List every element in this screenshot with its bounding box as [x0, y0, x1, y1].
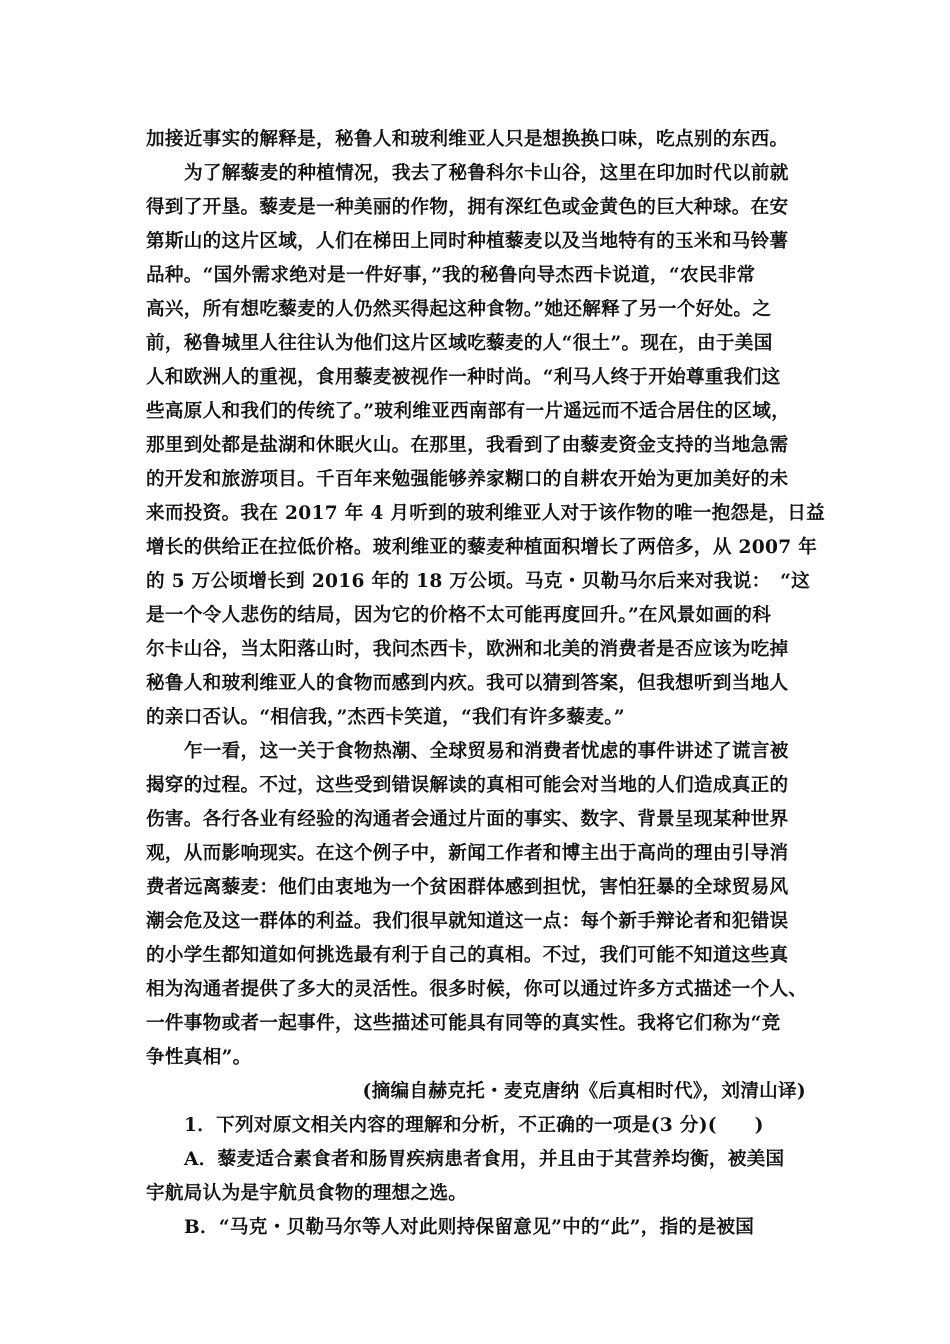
text-line: 人和欧洲人的重视，食用藜麦被视作一种时尚。“利马人终于开始尊重我们这 — [146, 367, 781, 388]
text-line: 的亲口否认。“相信我，”杰西卡笑道，“我们有许多藜麦。” — [146, 707, 625, 728]
text-line: 第斯山的这片区域，人们在梯田上同时种植藜麦以及当地特有的玉米和马铃薯 — [146, 231, 789, 252]
text-line: 的开发和旅游项目。千百年来勉强能够养家糊口的自耕农开始为更加美好的未 — [146, 469, 789, 490]
paragraph-start: 乍一看，这一关于食物热潮、全球贸易和消费者忧虑的事件讲述了谎言被 — [184, 741, 789, 762]
option-a-continued: 宇航局认为是宇航员食物的理想之选。 — [146, 1183, 468, 1204]
text-line: 观，从而影响现实。在这个例子中，新闻工作者和博主出于高尚的理由引导消 — [146, 843, 789, 864]
text-line: 品种。“国外需求绝对是一件好事，”我的秘鲁向导杰西卡说道，“农民非常 — [146, 265, 756, 286]
paragraph-start: 为了解藜麦的种植情况，我去了秘鲁科尔卡山谷，这里在印加时代以前就 — [184, 163, 789, 184]
option-a: A．藜麦适合素食者和肠胃疾病患者食用，并且由于其营养均衡，被美国 — [184, 1149, 785, 1170]
option-b: B．“马克・贝勒马尔等人对此则持保留意见”中的“此”，指的是被国 — [184, 1217, 755, 1238]
text-line: 高兴，所有想吃藜麦的人仍然买得起这种食物。”她还解释了另一个好处。之 — [146, 299, 772, 320]
question-1: 1．下列对原文相关内容的理解和分析，不正确的一项是(3 分)( ) — [184, 1115, 764, 1136]
text-line: 争性真相”。 — [146, 1047, 252, 1068]
text-line: 费者远离藜麦：他们由衷地为一个贫困群体感到担忧，害怕狂暴的全球贸易风 — [146, 877, 789, 898]
text-line: 那里到处都是盐湖和休眠火山。在那里，我看到了由藜麦资金支持的当地急需 — [146, 435, 789, 456]
text-line: 加接近事实的解释是，秘鲁人和玻利维亚人只是想换换口味，吃点别的东西。 — [146, 129, 789, 150]
text-line: 一件事物或者一起事件，这些描述可能具有同等的真实性。我将它们称为“竞 — [146, 1013, 781, 1034]
text-line: 伤害。各行各业有经验的沟通者会通过片面的事实、数字、背景呈现某种世界 — [146, 809, 789, 830]
text-line: 秘鲁人和玻利维亚人的食物而感到内疚。我可以猜到答案，但我想听到当地人 — [146, 673, 789, 694]
text-line: 的小学生都知道如何挑选最有利于自己的真相。不过，我们可能不知道这些真 — [146, 945, 789, 966]
text-line: 潮会危及这一群体的利益。我们很早就知道这一点：每个新手辩论者和犯错误 — [146, 911, 789, 932]
text-line: 揭穿的过程。不过，这些受到错误解读的真相可能会对当地的人们造成真正的 — [146, 775, 789, 796]
text-line: 尔卡山谷，当太阳落山时，我问杰西卡，欧洲和北美的消费者是否应该为吃掉 — [146, 639, 789, 660]
text-line: 前，秘鲁城里人往往认为他们这片区域吃藜麦的人“很土”。现在，由于美国 — [146, 333, 773, 354]
source-citation: (摘编自赫克托・麦克唐纳《后真相时代》，刘清山译) — [362, 1081, 806, 1102]
text-line: 是一个令人悲伤的结局，因为它的价格不太可能再度回升。”在风景如画的科 — [146, 605, 772, 626]
text-line: 来而投资。我在 2017 年 4 月听到的玻利维亚人对于该作物的唯一抱怨是，日益 — [146, 503, 825, 524]
text-line: 些高原人和我们的传统了。”玻利维亚西南部有一片遥远而不适合居住的区域， — [146, 401, 791, 422]
text-line: 得到了开垦。藜麦是一种美丽的作物，拥有深红色或金黄色的巨大种球。在安 — [146, 197, 789, 218]
text-line: 相为沟通者提供了多大的灵活性。很多时候，你可以通过许多方式描述一个人、 — [146, 979, 808, 1000]
text-line: 的 5 万公顷增长到 2016 年的 18 万公顷。马克・贝勒马尔后来对我说： “这 — [146, 571, 811, 592]
text-line: 增长的供给正在拉低价格。玻利维亚的藜麦种植面积增长了两倍多，从 2007 年 — [146, 537, 818, 558]
